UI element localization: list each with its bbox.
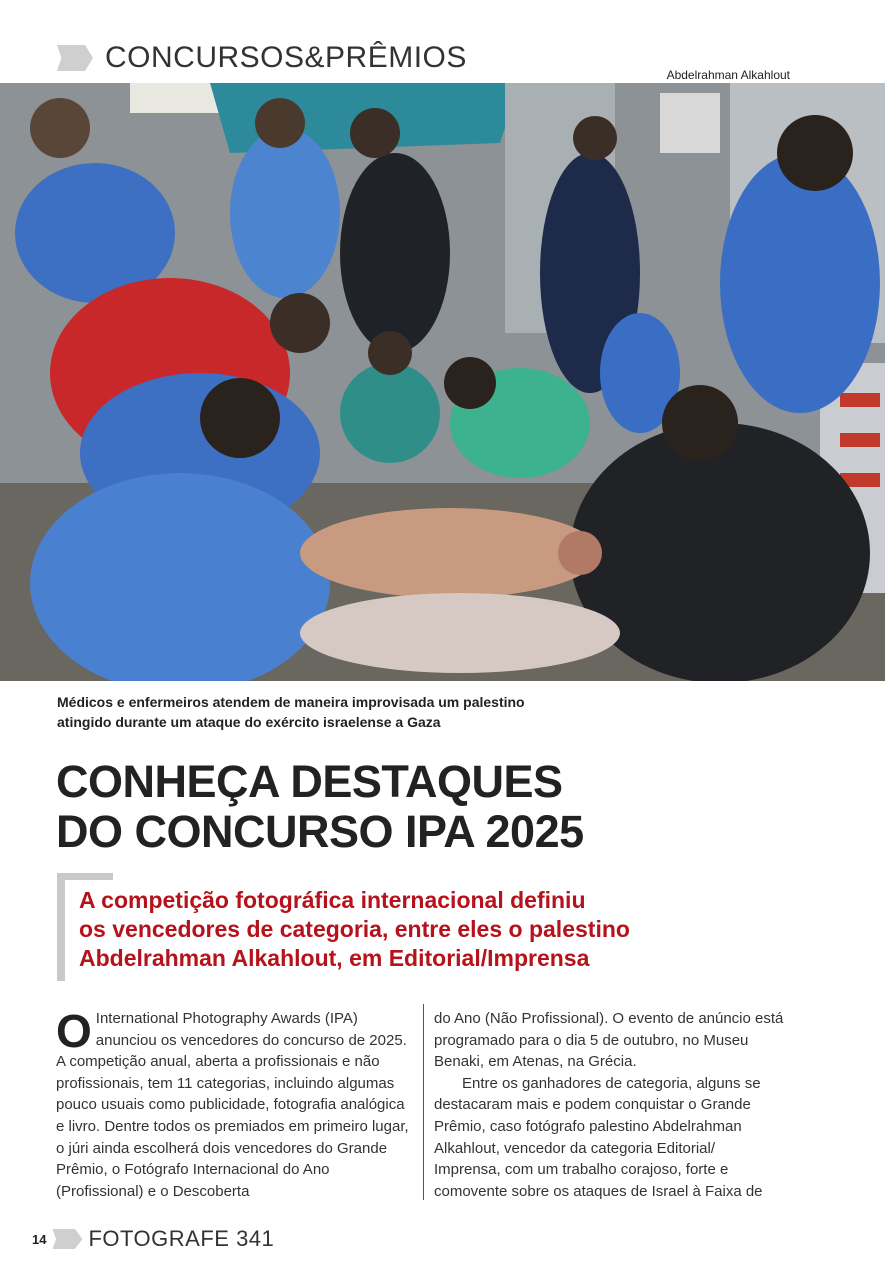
deck-accent-bar <box>57 873 65 981</box>
section-title: CONCURSOS&PRÊMIOS <box>105 41 467 74</box>
page-footer <box>32 1226 274 1252</box>
body-column-left <box>56 1005 412 1202</box>
section-header <box>57 38 467 78</box>
photo-credit: Abdelrahman Alkahlout <box>666 68 790 82</box>
main-photo <box>0 83 885 681</box>
deck-accent-bar-top <box>57 873 113 880</box>
deck-line-2: os vencedores de categoria, entre eles o palestino <box>79 916 630 942</box>
deck-line-3: Abdelrahman Alkahlout, em Editorial/Imprensa <box>79 945 590 971</box>
chevron-icon <box>57 45 93 71</box>
magazine-title: FOTOGRAFE 341 <box>88 1226 275 1251</box>
body-text-col2-para2: Entre os ganhadores de categoria, alguns se destacaram mais e podem conquistar o Grande Prêmio, caso fotógrafo palestino Abdelrahman Alkahlout, vencedor da categoria Editorial/ Imprensa, com um trabalho corajoso, forte e comovente sobre os ataques de Israel à Faixa de <box>434 1074 763 1200</box>
article-deck <box>79 886 719 973</box>
body-text-col2-para1: do Ano (Não Profissional). O evento de anúncio está programado para o dia 5 de outubro, no Museu Benaki, em Atenas, na Grécia. <box>434 1010 784 1071</box>
hospital-scene-illustration <box>0 83 885 681</box>
deck-line-1: A competição fotográfica internacional definiu <box>79 887 586 913</box>
caption-line-1: Médicos e enfermeiros atendem de maneira improvisada um palestino <box>57 694 525 710</box>
body-text-col1: International Photography Awards (IPA) anunciou os vencedores do concurso de 2025. A competição anual, aberta a profissionais e não profissionais, tem 11 categorias, incluindo algumas pouco usuais como publicidade, fotografia analógica e livro. Dentre todos os premiados em primeiro lugar, o júri ainda escolherá dois vencedores do Grande Prêmio, o Fotógrafo Internacional do Ano (Profissional) e o Descoberta <box>56 1010 409 1200</box>
article-headline <box>56 757 836 857</box>
headline-line-2: DO CONCURSO IPA 2025 <box>56 806 584 857</box>
photo-caption <box>57 692 617 732</box>
column-divider <box>423 1004 424 1200</box>
page-number: 14 <box>32 1231 47 1247</box>
headline-line-1: CONHEÇA DESTAQUES <box>56 756 563 807</box>
caption-line-2: atingido durante um ataque do exército israelense a Gaza <box>57 714 441 730</box>
body-column-right <box>434 1008 784 1202</box>
drop-cap: O <box>56 1005 92 1057</box>
chevron-icon <box>52 1229 82 1249</box>
